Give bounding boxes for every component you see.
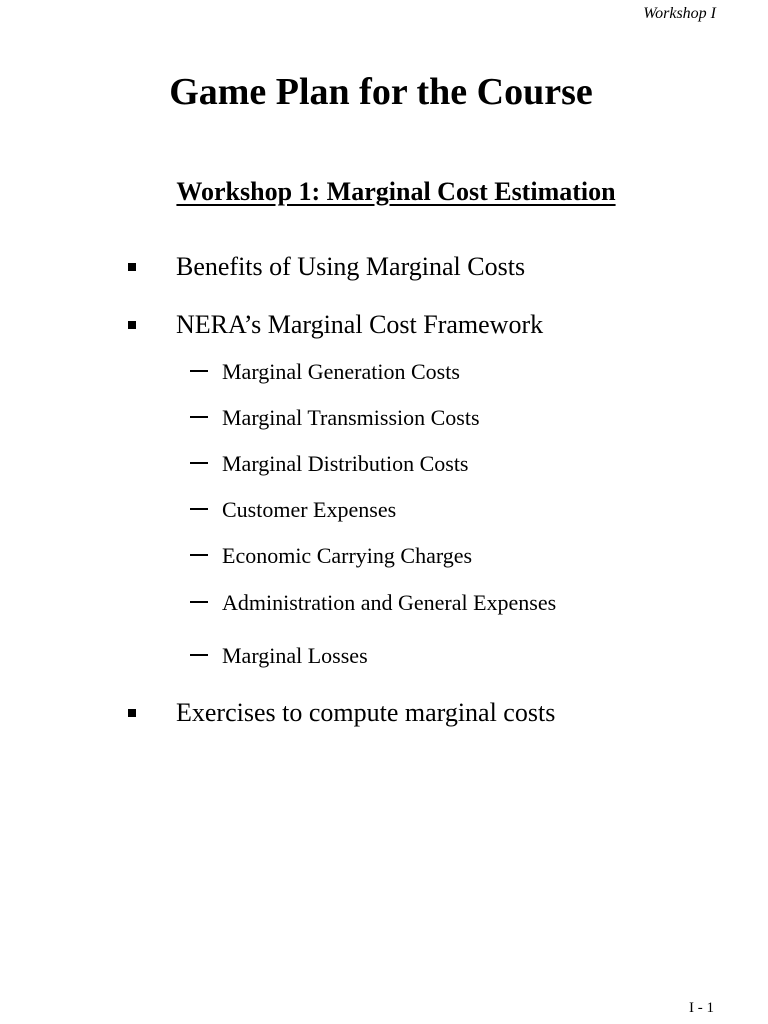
bullet-text: NERA’s Marginal Cost Framework [176, 310, 544, 339]
dash-bullet-icon [190, 462, 208, 464]
square-bullet-icon [128, 321, 136, 329]
sub-item-text: Marginal Generation Costs [222, 359, 460, 384]
sub-item-text: Economic Carrying Charges [222, 543, 473, 568]
sub-item-text: Marginal Transmission Costs [222, 405, 480, 430]
square-bullet-icon [128, 709, 136, 717]
running-header: Workshop I [643, 5, 716, 22]
dash-bullet-icon [190, 370, 208, 372]
dash-bullet-icon [190, 654, 208, 656]
dash-bullet-icon [190, 416, 208, 418]
sub-item-text: Customer Expenses [222, 497, 397, 522]
bullet-text: Exercises to compute marginal costs [176, 698, 556, 727]
sub-item-text: Administration and General Expenses [222, 590, 557, 615]
dash-bullet-icon [190, 508, 208, 510]
dash-bullet-icon [190, 554, 208, 556]
page-number: I - 1 [689, 1000, 714, 1016]
sub-item-text: Marginal Losses [222, 643, 368, 668]
square-bullet-icon [128, 263, 136, 271]
bullet-text: Benefits of Using Marginal Costs [176, 252, 526, 281]
page-title: Game Plan for the Course [169, 71, 593, 113]
section-heading: Workshop 1: Marginal Cost Estimation [176, 177, 616, 206]
dash-bullet-icon [190, 601, 208, 603]
sub-item-text: Marginal Distribution Costs [222, 451, 469, 476]
